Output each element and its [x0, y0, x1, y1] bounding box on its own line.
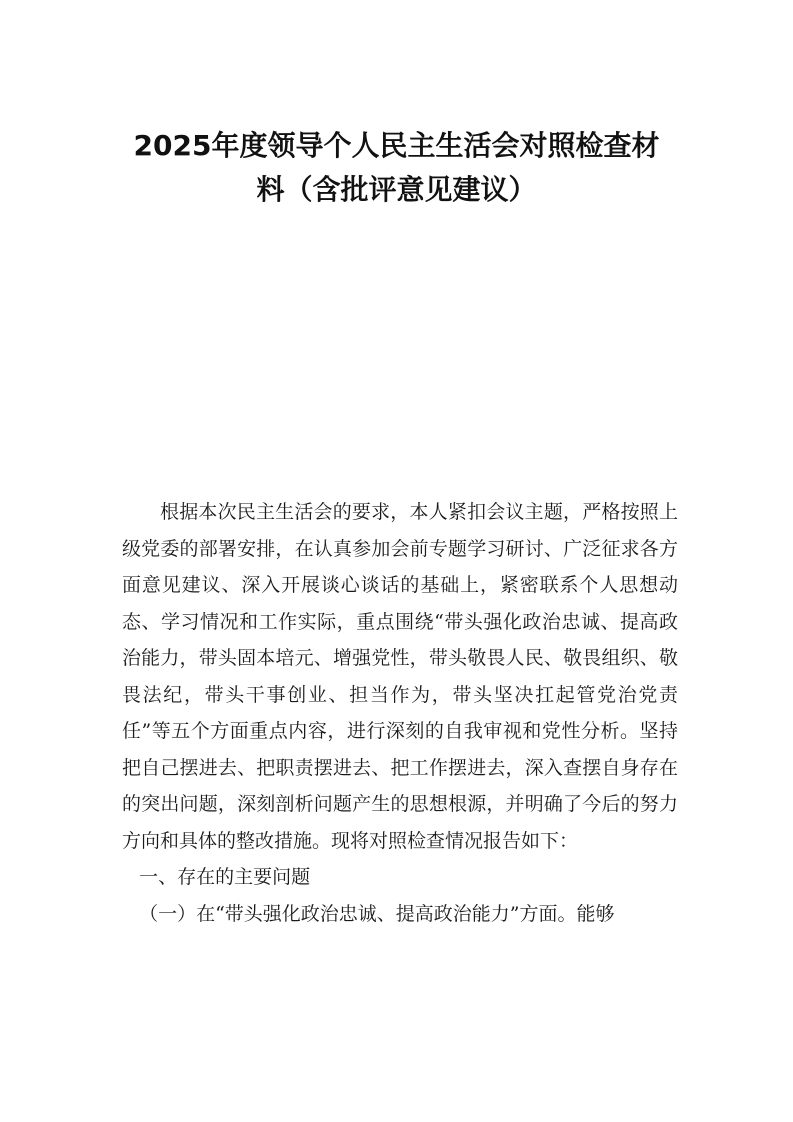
- document-body: [122, 494, 678, 932]
- intro-paragraph: 根据本次民主生活会的要求，本人紧扣会议主题，严格按照上级党委的部署安排，在认真参加会前专题学习研讨、广泛征求各方面意见建议、深入开展谈心谈话的基础上，紧密联系个人思想动态、学习情况和工作实际，重点围绕“带头强化政治忠诚、提高政治能力，带头固本培元、增强党性，带头敬畏人民、敬畏组织、敬畏法纪，带头干事创业、担当作为，带头坚决扛起管党治党责任”等五个方面重点内容，进行深刻的自我审视和党性分析。坚持把自己摆进去、把职责摆进去、把工作摆进去，深入查摆自身存在的突出问题，深刻剖析问题产生的思想根源，并明确了今后的努力方向和具体的整改措施。现将对照检查情况报告如下：: [122, 501, 678, 852]
- document-title: [110, 124, 683, 212]
- subsection-heading: （一）在“带头强化政治忠诚、提高政治能力”方面。能够: [139, 902, 615, 925]
- section-heading: 一、存在的主要问题: [139, 866, 311, 888]
- title-line-2: 料（含批评意见建议）: [256, 173, 537, 206]
- title-line-1: 2025年度领导个人民主生活会对照检查材: [133, 129, 660, 162]
